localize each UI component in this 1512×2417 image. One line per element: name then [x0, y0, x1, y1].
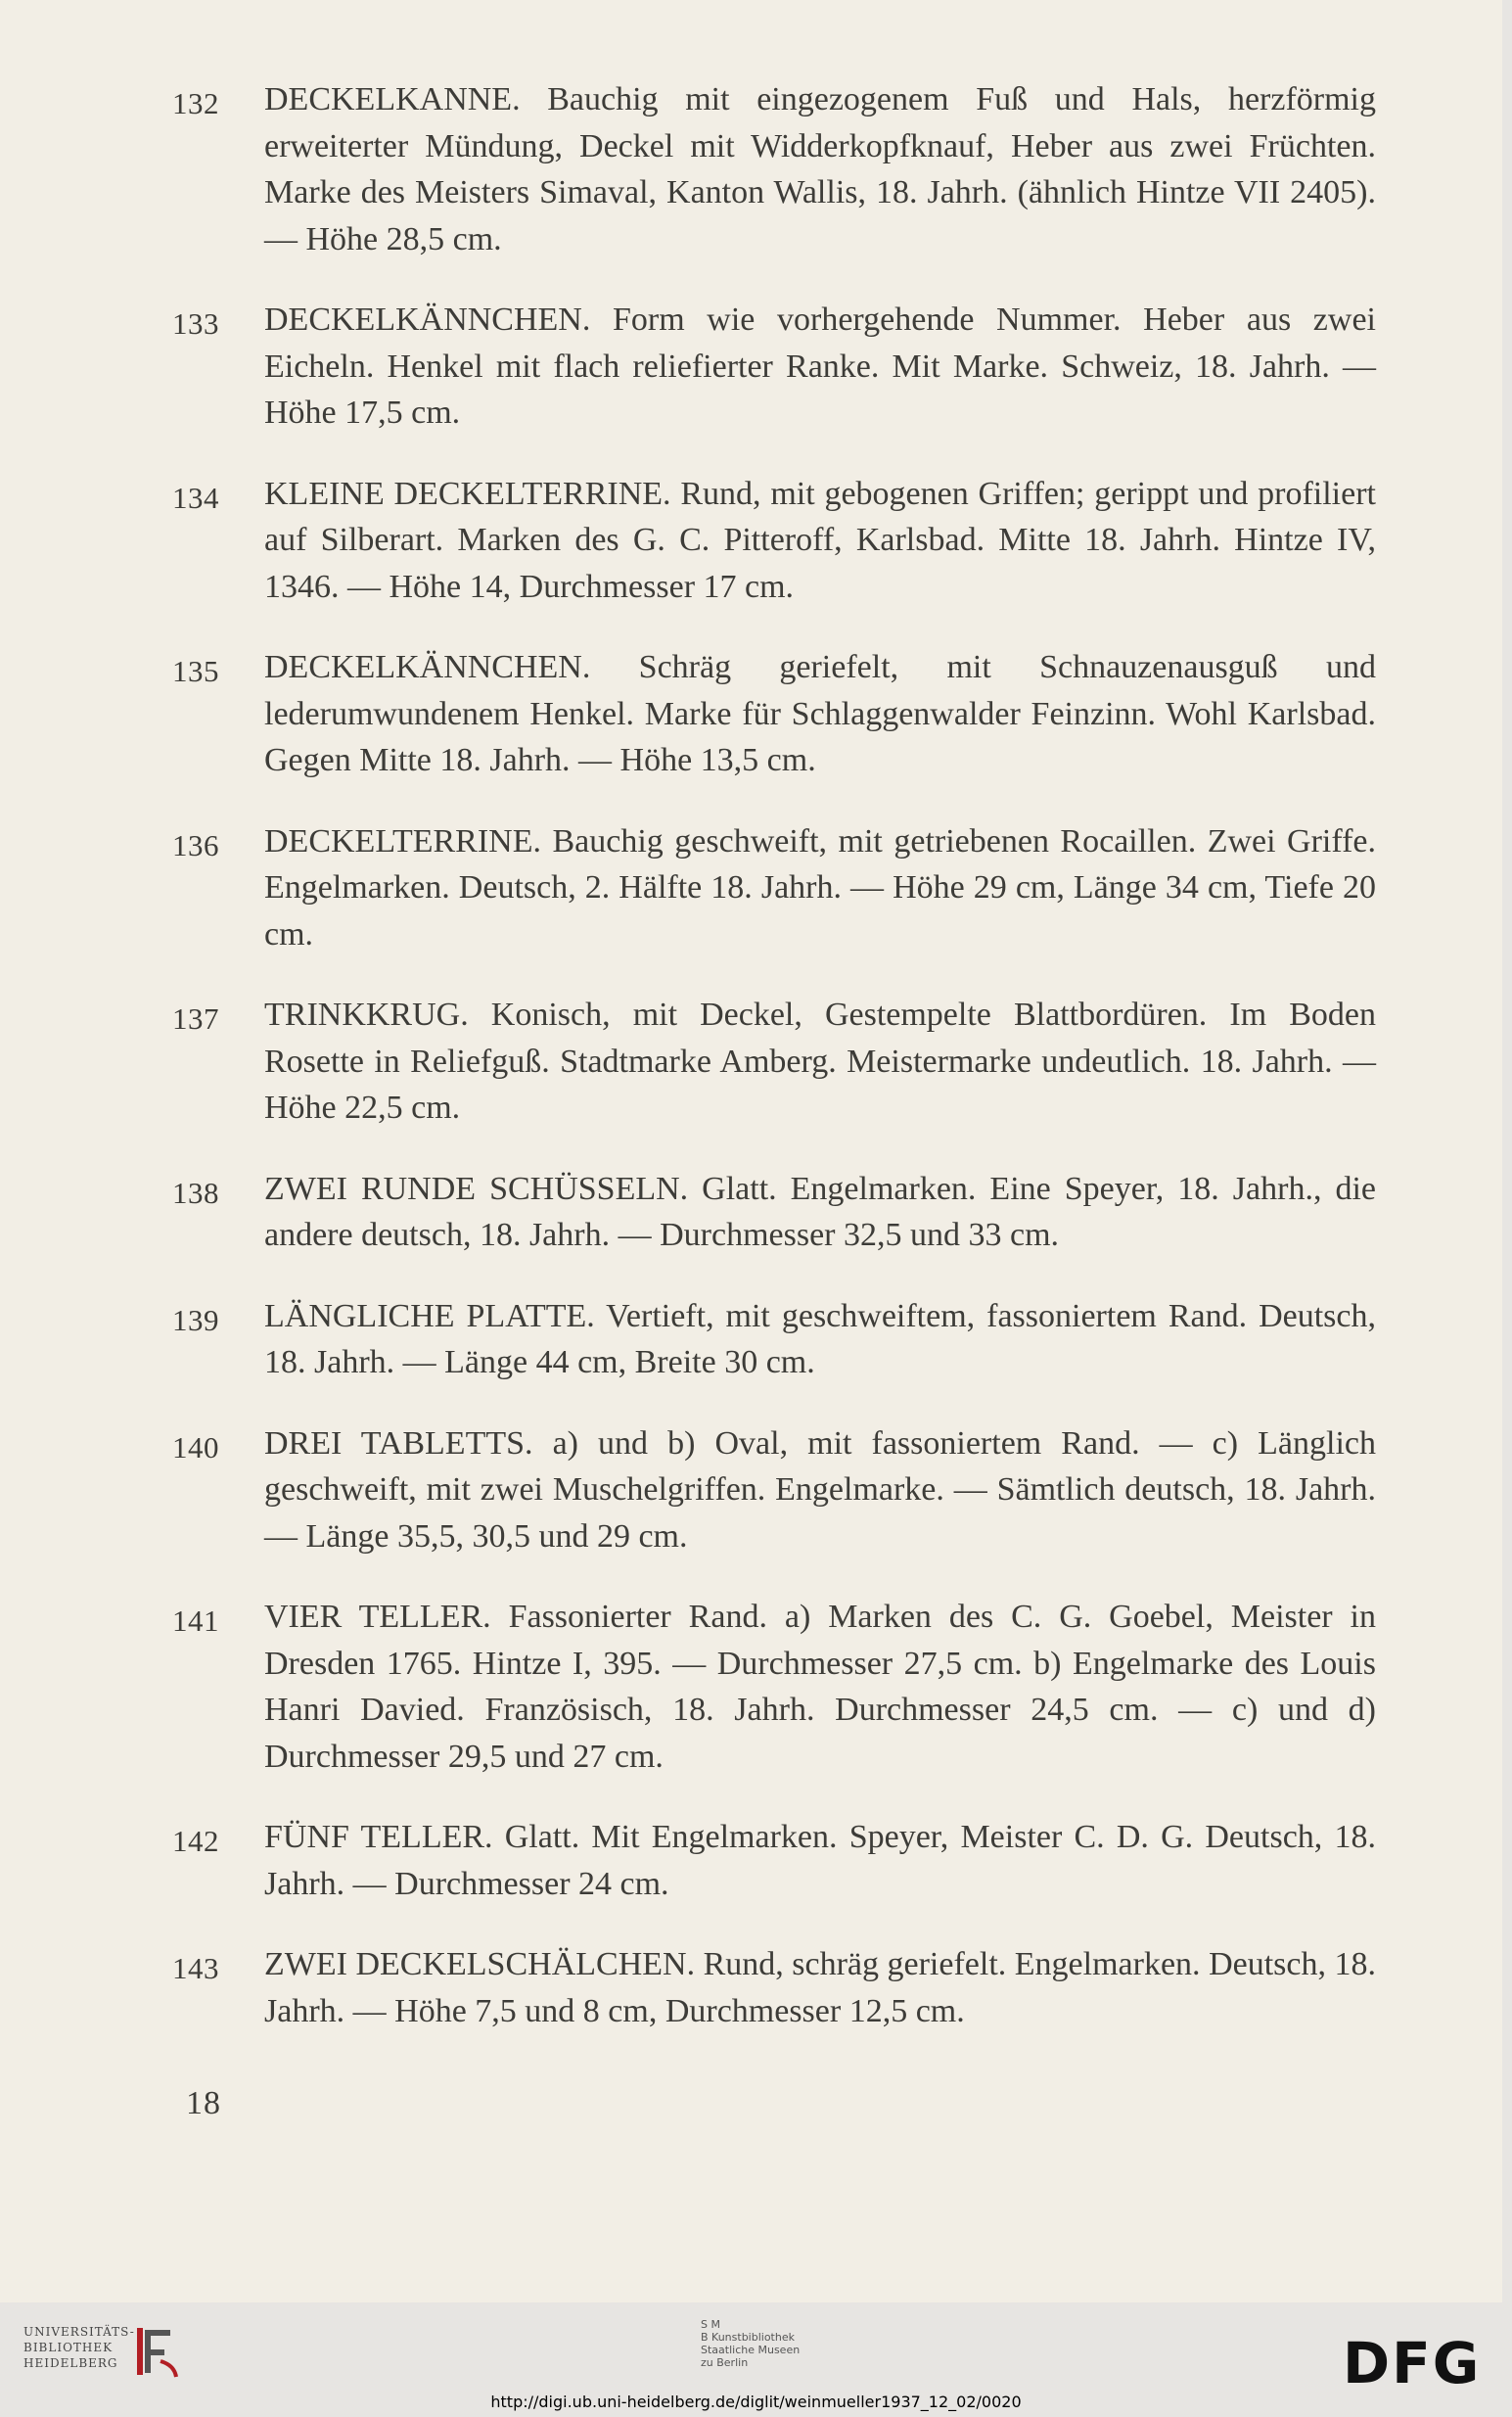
page-number: 18: [186, 2085, 221, 2121]
university-library-label: [23, 2324, 135, 2371]
entry-text: DREI TABLETTS. a) und b) Oval, mit fassoniertem Rand. — c) Länglich geschweift, mit zwei Muschelgriffen. Engelmarke. — Sämtlich deutsch, 18. Jahrh. — Länge 35,5, 30,5 und 29 cm.: [264, 1424, 1376, 1555]
entry-text: VIER TELLER. Fassonierter Rand. a) Marken des C. G. Goebel, Meister in Dresden 1765. Hintze I, 395. — Durchmesser 27,5 cm. b) Engelmarke des Louis Hanri Davied. Französisch, 18. Jahrh. Durchmesser 24,5 cm. — c) und d) Durchmesser 29,5 und 27 cm.: [264, 1599, 1376, 1775]
catalog-entry: [172, 992, 1376, 1132]
catalog-entry: [172, 1594, 1376, 1780]
stamp-line: B Kunstbibliothek: [701, 2331, 795, 2344]
entry-text: FÜNF TELLER. Glatt. Mit Engelmarken. Speyer, Meister C. D. G. Deutsch, 18. Jahrh. — Durchmesser 24 cm.: [264, 1819, 1376, 1902]
entry-number: 142: [172, 1824, 219, 1858]
entry-text: ZWEI RUNDE SCHÜSSELN. Glatt. Engelmarken. Eine Speyer, 18. Jahrh., die andere deutsch, 18. Jahrh. — Durchmesser 32,5 und 33 cm.: [264, 1170, 1376, 1253]
source-url[interactable]: http://digi.ub.uni-heidelberg.de/diglit/weinmueller1937_12_02/0020: [490, 2393, 1022, 2411]
entry-text: DECKELTERRINE. Bauchig geschweift, mit getriebenen Rocaillen. Zwei Griffe. Engelmarken. Deutsch, 2. Hälfte 18. Jahrh. — Höhe 29 cm, Länge 34 cm, Tiefe 20 cm.: [264, 822, 1376, 953]
entry-text: DECKELKANNE. Bauchig mit eingezogenem Fuß und Hals, herzförmig erweiterter Mündung, Deckel mit Widderkopfknauf, Heber aus zwei Früchten. Marke des Meisters Simaval, Kanton Wallis, 18. Jahrh. (ähnlich Hintze VII 2405). — Höhe 28,5 cm.: [264, 81, 1376, 257]
university-line: UNIVERSITÄTS-: [23, 2325, 135, 2339]
entry-number: 136: [172, 827, 219, 862]
entry-number: 132: [172, 86, 219, 120]
stamp-line: Staatliche Museen: [701, 2344, 801, 2356]
entry-number: 143: [172, 1951, 219, 1985]
entry-number: 134: [172, 480, 219, 515]
entry-text: ZWEI DECKELSCHÄLCHEN. Rund, schräg geriefelt. Engelmarken. Deutsch, 18. Jahrh. — Höhe 7,5 und 8 cm, Durchmesser 12,5 cm.: [264, 1946, 1376, 2029]
stamp-line: zu Berlin: [701, 2356, 749, 2369]
university-line: HEIDELBERG: [23, 2356, 118, 2370]
catalog-entries: [172, 76, 1376, 2068]
entry-number: 133: [172, 306, 219, 341]
entry-number: 140: [172, 1429, 219, 1464]
entry-text: LÄNGLICHE PLATTE. Vertieft, mit geschweiftem, fassoniertem Rand. Deutsch, 18. Jahrh. — Länge 44 cm, Breite 30 cm.: [264, 1297, 1376, 1380]
catalog-entry: [172, 1420, 1376, 1560]
catalog-entry: [172, 1941, 1376, 2034]
entry-text: TRINKKRUG. Konisch, mit Deckel, Gestempelte Blattbordüren. Im Boden Rosette in Reliefguß. Stadtmarke Amberg. Meistermarke undeutlich. 18. Jahrh. — Höhe 22,5 cm.: [264, 997, 1376, 1126]
entry-text: DECKELKÄNNCHEN. Schräg geriefelt, mit Schnauzenausguß und lederumwundenem Henkel. Marke für Schlaggenwalder Feinzinn. Wohl Karlsbad. Gegen Mitte 18. Jahrh. — Höhe 13,5 cm.: [264, 649, 1376, 778]
stamp-line: S M: [701, 2318, 720, 2331]
entry-number: 138: [172, 1175, 219, 1210]
catalog-entry: [172, 76, 1376, 262]
entry-number: 141: [172, 1604, 219, 1638]
catalog-entry: [172, 1166, 1376, 1259]
viewer-footer: [0, 2302, 1512, 2417]
entry-number: 137: [172, 1001, 219, 1036]
library-stamp: [701, 2318, 800, 2369]
entry-number: 135: [172, 654, 219, 688]
catalog-entry: [172, 644, 1376, 784]
catalog-entry: [172, 297, 1376, 437]
entry-text: DECKELKÄNNCHEN. Form wie vorhergehende Nummer. Heber aus zwei Eicheln. Henkel mit flach reliefierter Ranke. Mit Marke. Schweiz, 18. Jahrh. — Höhe 17,5 cm.: [264, 302, 1376, 431]
dfg-logo: DFG: [1343, 2330, 1482, 2396]
catalog-entry: [172, 1293, 1376, 1386]
catalog-entry: [172, 818, 1376, 958]
catalog-entry: [172, 1814, 1376, 1907]
catalog-entry: [172, 471, 1376, 611]
university-logo-icon: [131, 2324, 182, 2379]
entry-text: KLEINE DECKELTERRINE. Rund, mit gebogenen Griffen; gerippt und profiliert auf Silberart. Marken des G. C. Pitteroff, Karlsbad. Mitte 18. Jahrh. Hintze IV, 1346. — Höhe 14, Durchmesser 17 cm.: [264, 475, 1376, 605]
entry-number: 139: [172, 1302, 219, 1337]
university-line: BIBLIOTHEK: [23, 2341, 114, 2354]
